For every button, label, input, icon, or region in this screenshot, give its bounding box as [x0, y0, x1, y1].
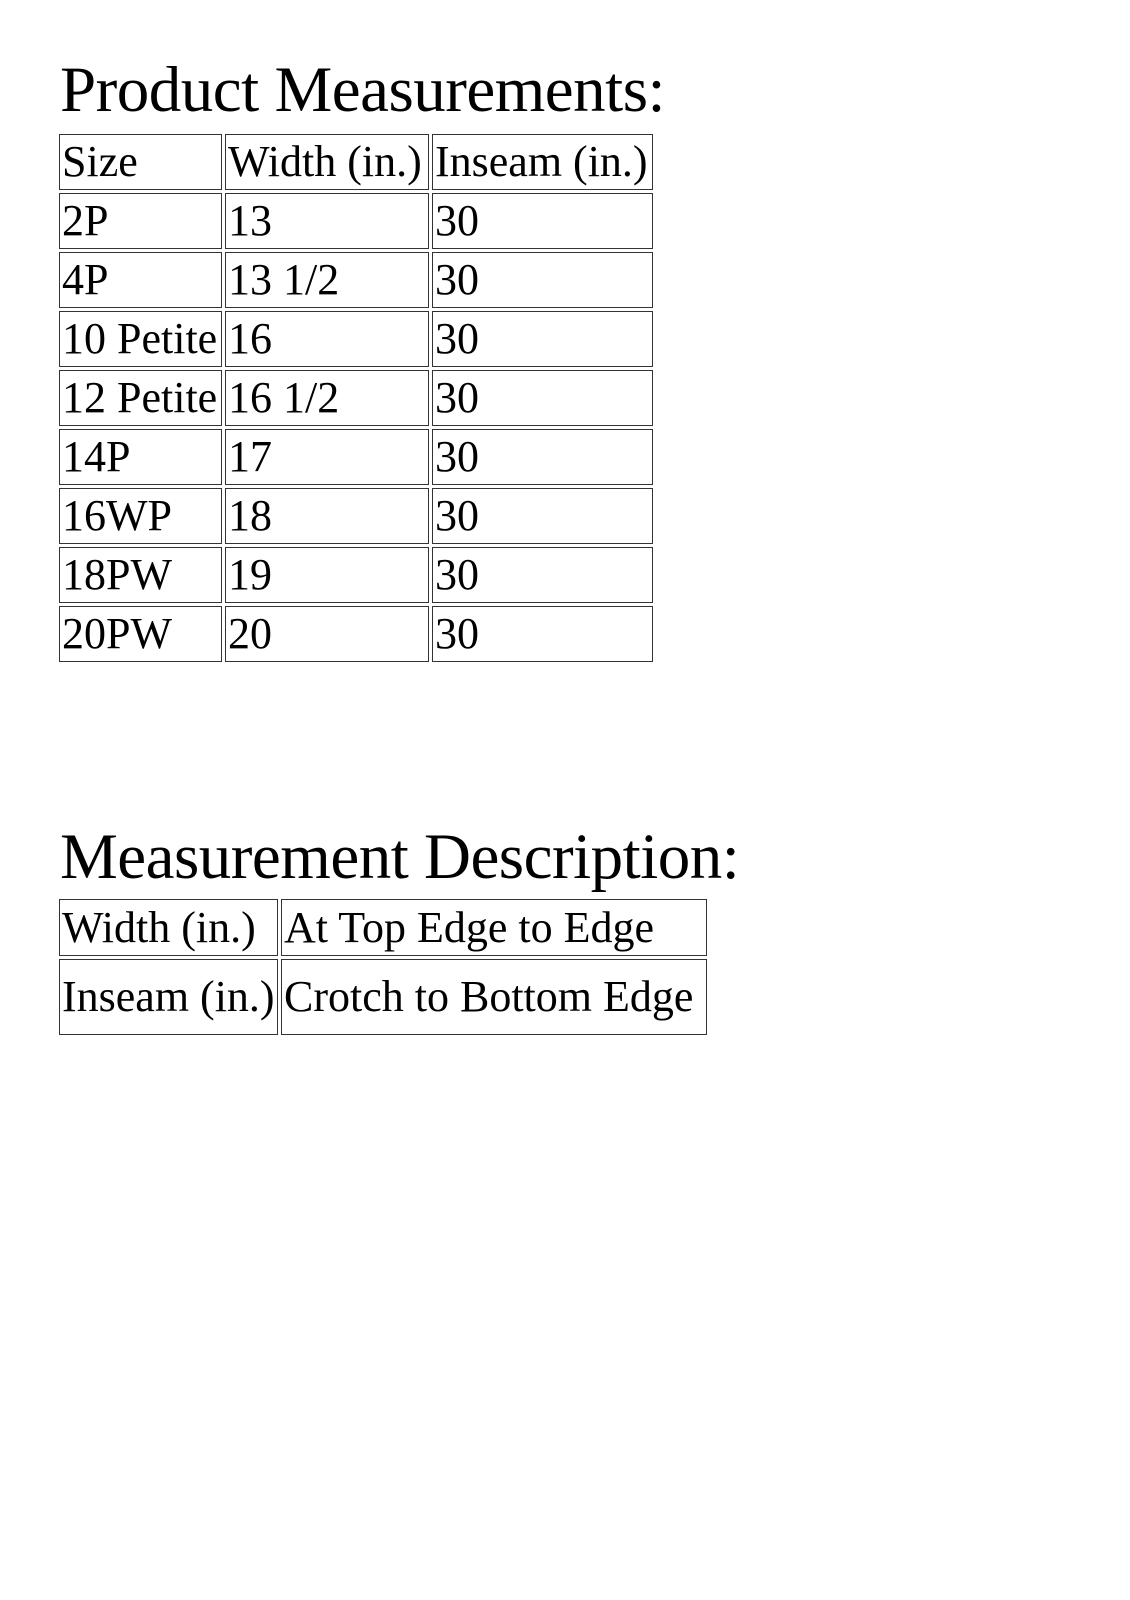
header-size: Size — [59, 134, 222, 190]
table-row — [59, 899, 707, 956]
inseam-cell: 30 — [432, 547, 653, 603]
width-cell: 16 — [225, 311, 429, 367]
width-cell: 17 — [225, 429, 429, 485]
width-cell: 20 — [225, 606, 429, 662]
measurement-name-cell: Width (in.) — [59, 899, 278, 956]
size-cell: 10 Petite — [59, 311, 222, 367]
inseam-cell: 30 — [432, 429, 653, 485]
table-row — [59, 606, 653, 662]
width-cell: 13 1/2 — [225, 252, 429, 308]
table-row — [59, 959, 707, 1035]
product-measurements-title: Product Measurements: — [60, 54, 666, 126]
header-inseam: Inseam (in.) — [432, 134, 653, 190]
inseam-cell: 30 — [432, 193, 653, 249]
product-measurements-table — [56, 131, 656, 665]
table-header-row — [59, 134, 653, 190]
size-cell: 12 Petite — [59, 370, 222, 426]
table-row — [59, 311, 653, 367]
measurement-name-cell: Inseam (in.) — [59, 959, 278, 1035]
width-cell: 19 — [225, 547, 429, 603]
size-cell: 18PW — [59, 547, 222, 603]
measurement-description-title: Measurement Description: — [60, 821, 740, 893]
size-cell: 4P — [59, 252, 222, 308]
inseam-cell: 30 — [432, 252, 653, 308]
width-cell: 18 — [225, 488, 429, 544]
table-row — [59, 488, 653, 544]
size-cell: 20PW — [59, 606, 222, 662]
header-width: Width (in.) — [225, 134, 429, 190]
table-row — [59, 547, 653, 603]
table-row — [59, 429, 653, 485]
inseam-cell: 30 — [432, 370, 653, 426]
size-cell: 14P — [59, 429, 222, 485]
width-cell: 16 1/2 — [225, 370, 429, 426]
inseam-cell: 30 — [432, 311, 653, 367]
table-row — [59, 252, 653, 308]
width-cell: 13 — [225, 193, 429, 249]
inseam-cell: 30 — [432, 488, 653, 544]
table-row — [59, 370, 653, 426]
table-row — [59, 193, 653, 249]
inseam-cell: 30 — [432, 606, 653, 662]
measurement-description-cell: Crotch to Bottom Edge — [281, 959, 707, 1035]
size-cell: 16WP — [59, 488, 222, 544]
size-cell: 2P — [59, 193, 222, 249]
measurement-description-table — [56, 896, 710, 1038]
measurement-description-cell: At Top Edge to Edge — [281, 899, 707, 956]
